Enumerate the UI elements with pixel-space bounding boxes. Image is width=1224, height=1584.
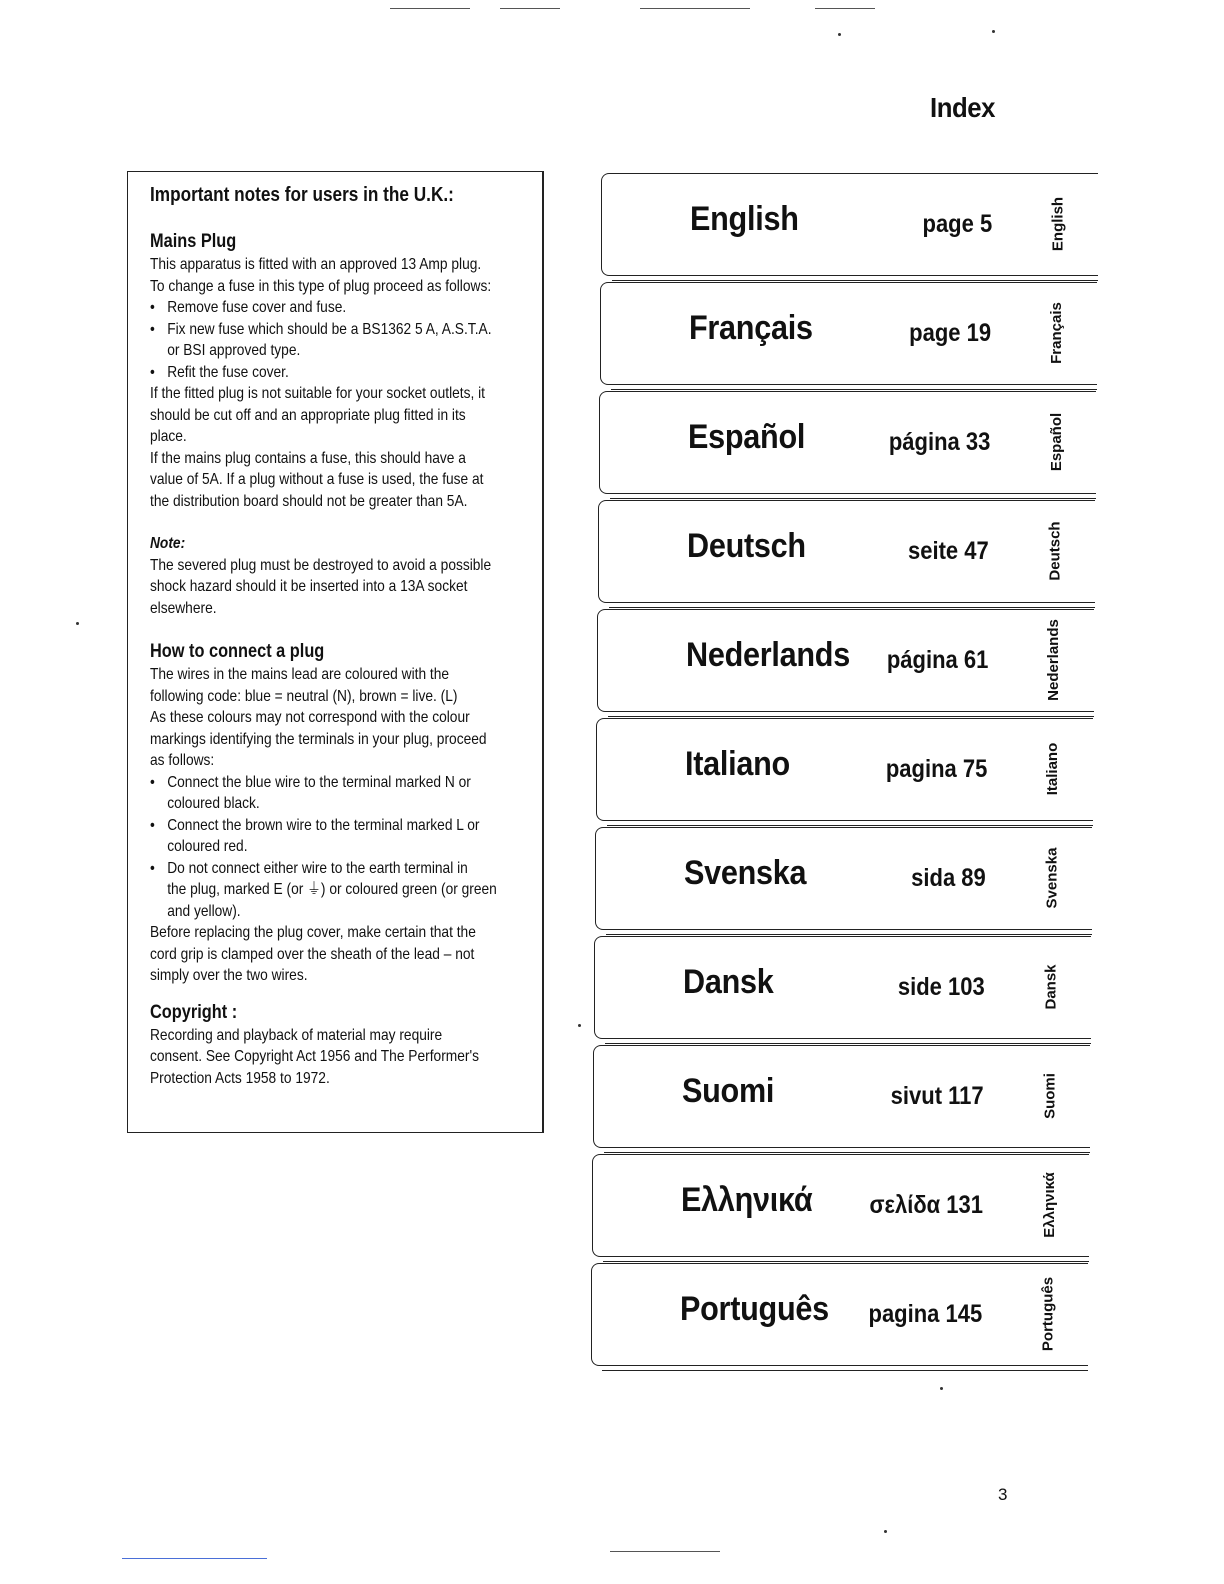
notes-line: Protection Acts 1958 to 1972. [150,1069,330,1087]
side-tab-label: Ελληνικά [1040,1172,1058,1238]
language-name: Deutsch [687,527,806,565]
bullet-continuation: coloured red. [167,838,248,855]
page-ref: side 103 [898,973,985,1001]
language-name: English [690,200,799,238]
bullet-item: • Do not connect either wire to the earth terminal in [150,858,544,880]
notes-line: elsewhere. [150,599,217,617]
scan-artifact [640,8,750,9]
bullet-item: • Refit the fuse cover. [150,362,544,384]
scan-artifact [390,8,470,9]
scan-speck [884,1530,887,1533]
notes-line: If the fitted plug is not suitable for your socket outlets, it [150,385,486,402]
tab-english[interactable] [601,173,1098,276]
language-name: Português [680,1290,829,1328]
scan-speck [992,30,995,33]
notes-line: markings identifying the terminals in your plug, proceed [150,730,487,748]
language-name: Español [688,418,806,456]
language-name: Italiano [685,745,790,783]
page-ref: página 33 [888,428,990,456]
copyright-heading: Copyright : [150,1001,238,1023]
bullet-continuation: and yellow). [167,902,241,920]
bullet-item: • Connect the brown wire to the terminal marked L or [150,815,544,837]
page-ref: page 19 [909,319,991,347]
side-tab-label: Français [1048,302,1066,364]
side-tab-label: English [1049,196,1067,252]
bullet-item: • Remove fuse cover and fuse. [150,297,544,319]
page-ref: pagina 145 [868,1300,982,1328]
language-name: Ελληνικά [681,1181,813,1219]
page-ref: page 5 [922,210,992,238]
side-tab-label: Italiano [1044,742,1062,796]
scan-speck [76,622,79,625]
notes-line: As these colours may not correspond with the colour [150,709,470,726]
bullet-continuation: the plug, marked E (or ⏚) or coloured green (or green [167,881,497,898]
notes-line: shock hazard should it be inserted into a 13A socket [150,578,468,595]
side-tab-label: Português [1039,1276,1057,1352]
scan-artifact [122,1558,267,1559]
notes-line: Before replacing the plug cover, make certain that the [150,924,476,941]
notes-line: should be cut off and an appropriate plug fitted in its [150,406,466,424]
tab-italiano[interactable] [596,718,1093,821]
bullet-item: • Fix new fuse which should be a BS1362 5 A, A.S.T.A. [150,319,544,341]
page-number: 3 [998,1485,1008,1504]
side-tab-label: Suomi [1041,1073,1059,1119]
tab-nederlands[interactable] [597,609,1094,712]
connect-plug-heading: How to connect a plug [150,641,325,662]
scan-artifact [610,1551,720,1552]
scan-speck [838,33,841,36]
mains-plug-heading: Mains Plug [150,231,237,252]
tab-suomi[interactable] [593,1045,1090,1148]
side-tab-label: Español [1047,412,1065,472]
side-tab-label: Deutsch [1046,521,1064,581]
tab-espanol[interactable] [599,391,1096,494]
bullet-continuation: or BSI approved type. [167,342,301,359]
scan-speck [940,1387,943,1390]
notes-line: This apparatus is fitted with an approved 13 Amp plug. [150,256,482,273]
uk-notes-box [127,171,544,1133]
scan-speck [578,1024,581,1027]
language-name: Suomi [682,1072,775,1110]
page-title: Index [930,92,995,123]
page-ref: sivut 117 [891,1082,984,1110]
tab-dansk[interactable] [594,936,1091,1039]
notes-line: Recording and playback of material may require [150,1026,443,1044]
tab-francais[interactable] [600,282,1097,385]
notes-line: cord grip is clamped over the sheath of the lead – not [150,945,475,963]
notes-line: If the mains plug contains a fuse, this should have a [150,449,466,467]
notes-line: place. [150,428,187,445]
notes-line: The severed plug must be destroyed to avoid a possible [150,556,492,574]
bullet-item: • Connect the blue wire to the terminal marked N or [150,772,544,794]
bullet-continuation: coloured black. [167,795,260,812]
language-name: Dansk [683,963,774,1001]
page-ref: σελίδα 131 [869,1191,983,1219]
tab-deutsch[interactable] [598,500,1095,603]
tab-portugues[interactable] [591,1263,1088,1366]
notes-line: The wires in the mains lead are coloured with the [150,666,450,683]
scan-artifact [500,8,560,9]
notes-title: Important notes for users in the U.K.: [150,184,454,206]
notes-line: simply over the two wires. [150,967,308,984]
tab-svenska[interactable] [595,827,1092,930]
language-name: Svenska [684,854,807,892]
notes-line: following code: blue = neutral (N), brown = live. (L) [150,687,458,705]
scan-artifact [815,8,875,9]
page-ref: pagina 75 [885,755,987,783]
notes-line: value of 5A. If a plug without a fuse is used, the fuse at [150,471,484,488]
language-name: Nederlands [686,636,850,674]
notes-line: the distribution board should not be greater than 5A. [150,492,468,510]
page-ref: seite 47 [908,537,989,565]
page-ref: sida 89 [911,864,986,892]
notes-line: as follows: [150,752,215,769]
side-tab-label: Nederlands [1045,619,1063,701]
page-ref: página 61 [886,646,988,674]
side-tab-label: Dansk [1042,964,1060,1010]
side-tab-label: Svenska [1043,847,1061,909]
note-heading: Note: [150,535,186,552]
tab-ellinika[interactable] [592,1154,1089,1257]
language-name: Français [689,309,813,347]
notes-line: consent. See Copyright Act 1956 and The Performer's [150,1048,479,1065]
notes-line: To change a fuse in this type of plug proceed as follows: [150,277,492,295]
